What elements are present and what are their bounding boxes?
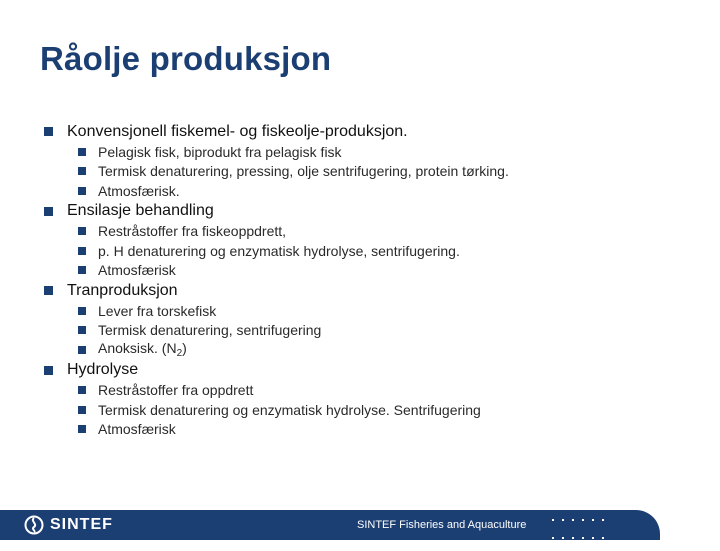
section-heading	[44, 121, 684, 142]
list-item-text: Atmosfærisk.	[98, 182, 180, 199]
anoxic-suffix: )	[182, 340, 187, 357]
logo-text: SINTEF	[50, 516, 113, 533]
section-heading-text: Konvensjonell fiskemel- og fiskeolje-produksjon.	[67, 122, 408, 140]
list-item	[44, 222, 684, 242]
sintef-logo	[24, 515, 113, 535]
footer-bar	[0, 510, 660, 540]
list-item-text: Atmosfærisk	[98, 421, 176, 438]
square-bullet-icon	[78, 227, 86, 235]
square-bullet-icon	[44, 286, 53, 295]
list-item-text: Lever fra torskefisk	[98, 302, 217, 319]
section-heading-text: Hydrolyse	[67, 361, 139, 378]
section-heading-text: Ensilasje behandling	[67, 202, 214, 219]
list-item	[44, 400, 684, 420]
list-item	[44, 241, 684, 261]
section-heading	[44, 201, 684, 222]
list-item	[44, 340, 684, 360]
square-bullet-icon	[44, 366, 53, 375]
list-item-text: Restråstoffer fra fiskeoppdrett,	[98, 223, 287, 240]
list-item-text: Restråstoffer fra oppdrett	[98, 382, 254, 399]
list-item-text: Termisk denaturering, pressing, olje sentrifugering, protein tørking.	[98, 163, 509, 180]
list-item	[44, 321, 684, 341]
square-bullet-icon	[78, 266, 86, 274]
square-bullet-icon	[78, 326, 86, 334]
square-bullet-icon	[78, 406, 86, 414]
list-item-text: Termisk denaturering og enzymatisk hydrolyse. Sentrifugering	[98, 401, 481, 418]
anoxic-text: Anoksisk. (N	[98, 340, 177, 357]
section-heading-text: Tranproduksjon	[67, 281, 178, 299]
bullet-list	[44, 121, 684, 439]
square-bullet-icon	[78, 148, 86, 156]
nitrogen-subscript: 2	[176, 348, 183, 360]
square-bullet-icon	[78, 307, 86, 315]
square-bullet-icon	[78, 346, 86, 354]
square-bullet-icon	[78, 386, 86, 394]
list-item-text: p. H denaturering og enzymatisk hydrolyse, sentrifugering.	[98, 242, 460, 259]
footer-caption: SINTEF Fisheries and Aquaculture	[357, 519, 527, 531]
list-item-text: Pelagisk fisk, biprodukt fra pelagisk fisk	[98, 143, 342, 160]
section-heading	[44, 280, 684, 301]
sintef-logo-icon	[24, 515, 44, 535]
list-item	[44, 162, 684, 182]
square-bullet-icon	[44, 207, 53, 216]
square-bullet-icon	[78, 187, 86, 195]
square-bullet-icon	[78, 167, 86, 175]
list-item	[44, 261, 684, 281]
page-title: Råolje produksjon	[40, 40, 332, 77]
square-bullet-icon	[78, 247, 86, 255]
list-item	[44, 420, 684, 440]
decorative-dots	[548, 515, 620, 551]
list-item	[44, 301, 684, 321]
section-heading	[44, 360, 684, 381]
list-item	[44, 381, 684, 401]
list-item-text: Termisk denaturering, sentrifugering	[98, 322, 322, 339]
list-item	[44, 181, 684, 201]
list-item-text: Atmosfærisk	[98, 262, 176, 279]
list-item	[44, 142, 684, 162]
list-item-text	[98, 340, 187, 359]
square-bullet-icon	[78, 425, 86, 433]
square-bullet-icon	[44, 127, 53, 136]
